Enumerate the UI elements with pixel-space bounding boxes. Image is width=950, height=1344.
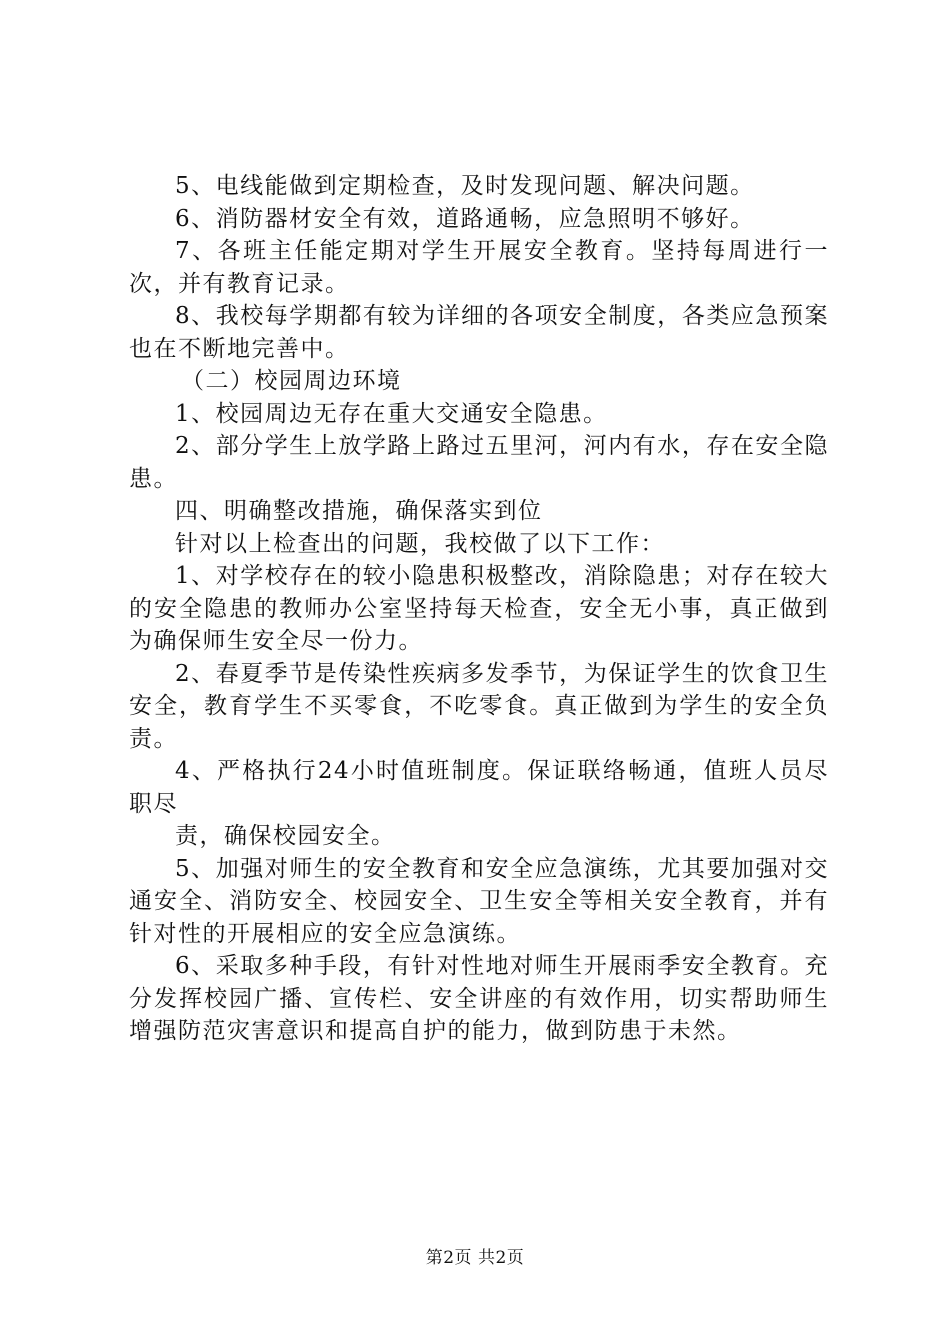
paragraph-item-5-wiring: 5、电线能做到定期检查，及时发现问题、解决问题。 (175, 173, 755, 199)
paragraph-item-1-traffic: 1、校园周边无存在重大交通安全隐患。 (175, 400, 608, 427)
page-number-footer: 第2页 共2页 (425, 1248, 525, 1268)
document-body (129, 170, 829, 1048)
section-heading-campus-surroundings: （二）校园周边环境 (181, 368, 402, 394)
paragraph-measure-1: 1、对学校存在的较小隐患积极整改，消除隐患；对存在较大的安全隐患的教师办公室坚持每天检查，安全无小事，真正做到为确保师生安全尽一份力。 (129, 563, 829, 654)
paragraph-item-8-safety-rules: 8、我校每学期都有较为详细的各项安全制度，各类应急预案也在不断地完善中。 (129, 303, 829, 362)
paragraph-item-2-river: 2、部分学生上放学路上路过五里河，河内有水，存在安全隐患。 (129, 433, 829, 492)
paragraph-measure-4-continued: 责，确保校园安全。 (175, 823, 396, 849)
paragraph-item-7-class-teachers: 7、各班主任能定期对学生开展安全教育。坚持每周进行一次，并有教育记录。 (129, 238, 829, 297)
paragraph-intro-work: 针对以上检查出的问题，我校做了以下工作： (175, 530, 665, 557)
paragraph-item-6-fire-equipment: 6、消防器材安全有效，道路通畅，应急照明不够好。 (175, 205, 755, 232)
section-heading-rectification: 四、明确整改措施，确保落实到位 (175, 498, 543, 524)
paragraph-measure-5: 5、加强对师生的安全教育和安全应急演练，尤其要加强对交通安全、消防安全、校园安全、卫生安全等相关安全教育，并有针对性的开展相应的安全应急演练。 (129, 855, 829, 947)
paragraph-measure-6: 6、采取多种手段，有针对性地对师生开展雨季安全教育。充分发挥校园广播、宣传栏、安全讲座的有效作用，切实帮助师生增强防范灾害意识和提高自护的能力，做到防患于未然。 (129, 953, 829, 1044)
paragraph-measure-4: 4、严格执行24小时值班制度。保证联络畅通，值班人员尽职尽 (129, 758, 829, 817)
paragraph-measure-2: 2、春夏季节是传染性疾病多发季节，为保证学生的饮食卫生安全，教育学生不买零食，不吃零食。真正做到为学生的安全负责。 (129, 660, 829, 752)
